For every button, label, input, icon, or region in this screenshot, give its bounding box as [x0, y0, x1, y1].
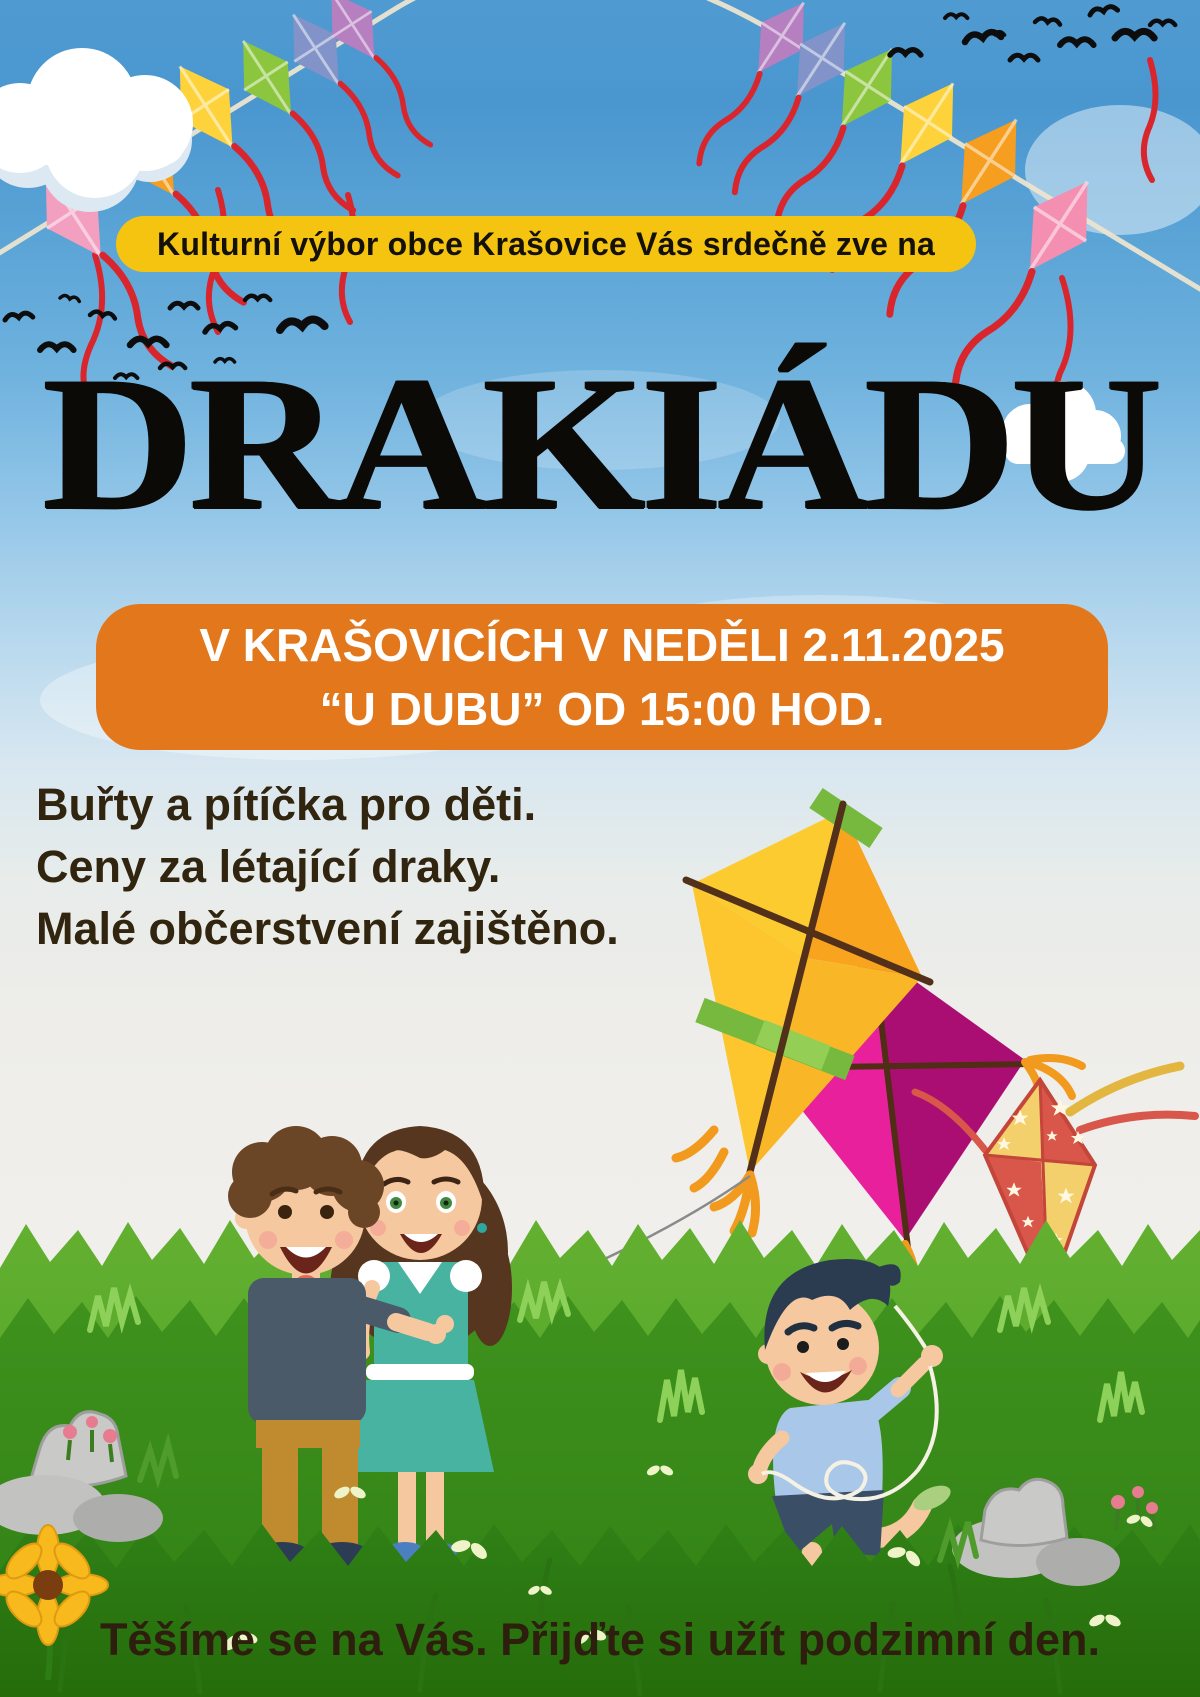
detail-line: Malé občerstvení zajištěno. [36, 903, 619, 954]
birds-flock-top-right [890, 5, 1175, 60]
invitation-banner [116, 216, 976, 272]
detail-line: Ceny za létající draky. [36, 841, 501, 892]
invitation-banner-text: Kulturní výbor obce Krašovice Vás srdečně zve na [157, 225, 935, 262]
event-venue-time: “U DUBU” OD 15:00 HOD. [319, 683, 885, 735]
closing-message: Těšíme se na Vás. Přijďte si užít podzimní den. [99, 1614, 1101, 1665]
detail-line: Buřty a pítíčka pro děti. [36, 779, 537, 830]
event-details [36, 774, 619, 960]
event-info-box [96, 604, 1108, 750]
event-title: DRAKIÁDU [42, 337, 1158, 550]
event-place-date: V KRAŠOVICÍCH V NEDĚLI 2.11.2025 [199, 619, 1005, 671]
